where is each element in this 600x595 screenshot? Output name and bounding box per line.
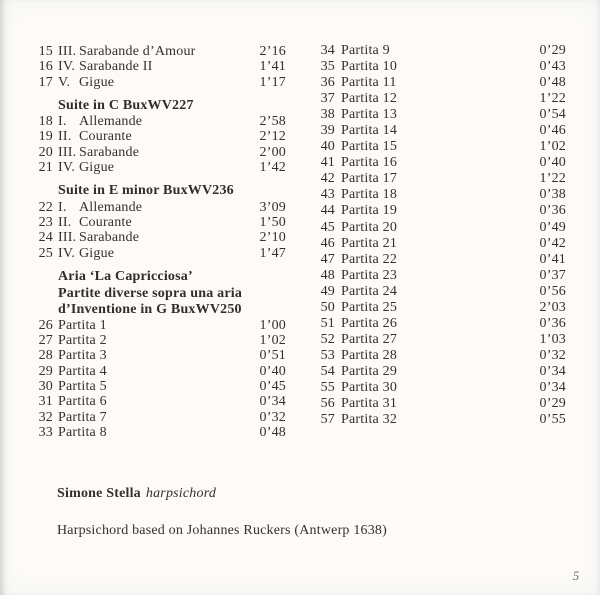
track-row <box>302 348 566 364</box>
track-number: 27 <box>38 333 53 349</box>
track-duration: 0’36 <box>539 203 566 219</box>
track-number: 49 <box>320 283 335 299</box>
track-title-text: Partita 30 <box>341 379 398 395</box>
track-number: 22 <box>38 199 53 215</box>
performer-instrument: harpsichord <box>145 486 217 501</box>
track-row <box>302 139 566 155</box>
track-title-text: Partita 19 <box>341 203 398 219</box>
movement-numeral: III. <box>58 44 77 59</box>
track-row <box>302 75 566 91</box>
track-duration: 1’42 <box>259 160 286 176</box>
track-title <box>58 75 260 90</box>
track-title <box>58 379 260 394</box>
track-number: 32 <box>38 409 53 425</box>
track-row <box>302 396 566 412</box>
track-title <box>341 220 540 236</box>
track-title-text: Partita 1 <box>58 317 107 333</box>
track-row <box>302 91 566 107</box>
track-duration: 0’34 <box>259 394 286 410</box>
track-title <box>58 348 260 363</box>
track-row <box>20 129 286 144</box>
track-title-text: Partita 10 <box>341 59 398 75</box>
track-duration: 0’45 <box>259 378 286 394</box>
track-row <box>302 412 566 428</box>
track-title-text: Partita 11 <box>341 75 397 91</box>
movement-numeral: IV. <box>58 245 76 261</box>
track-duration: 0’38 <box>539 187 566 203</box>
track-row <box>20 410 286 425</box>
track-duration: 1’47 <box>259 245 286 261</box>
track-row <box>20 215 286 230</box>
track-duration: 1’22 <box>539 91 566 107</box>
track-title <box>58 129 260 144</box>
track-duration: 0’46 <box>539 123 566 139</box>
track-row <box>302 380 566 396</box>
track-number: 34 <box>320 43 335 58</box>
track-duration: 0’42 <box>539 235 566 251</box>
track-row <box>302 59 566 75</box>
track-title <box>341 75 540 91</box>
track-number: 56 <box>320 396 335 412</box>
track-duration: 0’40 <box>539 155 566 171</box>
track-title <box>341 300 540 316</box>
track-number: 41 <box>320 155 335 171</box>
track-number: 53 <box>320 347 335 363</box>
instrument-note: Harpsichord based on Johannes Ruckers (Antwerp 1638) <box>57 523 387 538</box>
track-row <box>20 230 286 245</box>
track-title-text: Partita 6 <box>58 394 107 410</box>
track-title-text: Partita 15 <box>341 139 398 155</box>
section-heading: Aria ‘La Capricciosa’ <box>58 268 193 284</box>
track-duration: 0’49 <box>539 219 566 235</box>
track-number: 16 <box>38 59 53 75</box>
track-row <box>20 318 286 333</box>
track-number: 36 <box>320 75 335 91</box>
track-title <box>58 114 260 129</box>
track-duration: 1’02 <box>539 139 566 155</box>
track-row <box>302 332 566 348</box>
track-number: 24 <box>38 230 53 246</box>
track-title <box>341 155 540 171</box>
track-duration: 0’34 <box>539 379 566 395</box>
track-number: 25 <box>38 245 53 261</box>
track-row <box>20 59 286 74</box>
track-number: 31 <box>38 394 53 410</box>
track-title <box>341 171 540 187</box>
track-title-text: Courante <box>79 214 132 230</box>
track-duration: 0’56 <box>539 283 566 299</box>
track-title <box>58 160 260 175</box>
track-row <box>302 220 566 236</box>
track-row <box>20 114 286 129</box>
track-title-text: Gigue <box>79 74 115 90</box>
track-number: 48 <box>320 267 335 283</box>
track-title <box>58 425 260 440</box>
track-title-text: Partita 28 <box>341 347 398 363</box>
section-heading: Suite in E minor BuxWV236 <box>58 183 234 199</box>
track-title <box>58 410 260 425</box>
track-row <box>302 284 566 300</box>
track-row <box>302 171 566 187</box>
track-title <box>341 91 540 107</box>
track-row <box>20 160 286 175</box>
tracklist-left-column <box>20 44 286 440</box>
track-title <box>341 316 540 332</box>
track-title <box>341 187 540 203</box>
track-row <box>20 246 286 261</box>
track-title-text: Courante <box>79 129 132 145</box>
track-title-text: Partita 29 <box>341 363 398 379</box>
track-number: 44 <box>320 203 335 219</box>
movement-numeral: I. <box>58 114 67 130</box>
track-duration: 2’00 <box>259 144 286 160</box>
track-number: 20 <box>38 144 53 160</box>
track-title-text: Partita 21 <box>341 235 398 251</box>
track-number: 46 <box>320 235 335 251</box>
track-title-text: Partita 3 <box>58 348 107 364</box>
track-title-text: Partita 31 <box>341 396 398 412</box>
section-heading: d’Inventione in G BuxWV250 <box>58 302 242 318</box>
track-number: 29 <box>38 363 53 379</box>
tracklist-right-column <box>302 43 566 428</box>
track-title <box>341 412 540 428</box>
track-title-text: Partita 22 <box>341 251 398 267</box>
track-number: 39 <box>320 123 335 139</box>
track-title-text: Partita 23 <box>341 267 398 283</box>
track-title <box>341 123 540 139</box>
track-title-text: Partita 5 <box>58 378 107 394</box>
track-number: 15 <box>38 44 53 59</box>
track-duration: 1’41 <box>259 59 286 75</box>
track-title-text: Partita 26 <box>341 315 398 331</box>
track-title <box>341 107 540 123</box>
track-title-text: Partita 20 <box>341 219 398 235</box>
track-duration: 0’55 <box>539 412 566 428</box>
track-row <box>20 364 286 379</box>
track-title-text: Sarabande <box>79 230 140 246</box>
track-duration: 1’00 <box>259 317 286 333</box>
track-title-text: Partita 18 <box>341 187 398 203</box>
track-title-text: Partita 16 <box>341 155 398 171</box>
track-row <box>302 187 566 203</box>
track-title-text: Partita 12 <box>341 91 398 107</box>
track-number: 18 <box>38 114 53 130</box>
track-duration: 2’58 <box>259 114 286 130</box>
track-row <box>20 44 286 59</box>
track-title <box>58 394 260 409</box>
track-number: 47 <box>320 251 335 267</box>
track-row <box>302 107 566 123</box>
track-row <box>302 300 566 316</box>
track-number: 40 <box>320 139 335 155</box>
track-duration: 0’48 <box>259 424 286 440</box>
movement-numeral: IV. <box>58 59 76 75</box>
track-row <box>302 43 566 59</box>
track-title-text: Partita 17 <box>341 171 398 187</box>
track-title-text: Partita 8 <box>58 424 107 440</box>
track-title <box>341 252 540 268</box>
track-number: 43 <box>320 187 335 203</box>
track-duration: 0’32 <box>259 409 286 425</box>
track-title <box>58 44 260 59</box>
credits-block <box>57 486 387 538</box>
track-row <box>302 203 566 219</box>
track-duration: 3’09 <box>259 199 286 215</box>
track-title-text: Partita 4 <box>58 363 107 379</box>
track-row <box>302 123 566 139</box>
track-title <box>341 364 540 380</box>
track-title-text: Partita 7 <box>58 409 107 425</box>
track-duration: 0’29 <box>539 396 566 412</box>
track-row <box>302 236 566 252</box>
track-duration: 0’43 <box>539 59 566 75</box>
track-duration: 0’32 <box>539 347 566 363</box>
track-duration: 2’12 <box>259 129 286 145</box>
track-duration: 0’34 <box>539 363 566 379</box>
track-title <box>341 284 540 300</box>
track-title-text: Sarabande <box>79 144 140 160</box>
track-number: 38 <box>320 107 335 123</box>
track-number: 37 <box>320 91 335 107</box>
track-title-text: Allemande <box>79 199 143 215</box>
track-duration: 0’37 <box>539 267 566 283</box>
movement-numeral: II. <box>58 129 72 145</box>
movement-numeral: III. <box>58 144 77 160</box>
track-row <box>20 75 286 90</box>
track-duration: 0’40 <box>259 363 286 379</box>
track-title <box>58 246 260 261</box>
movement-numeral: II. <box>58 214 72 230</box>
track-title <box>341 380 540 396</box>
track-number: 35 <box>320 59 335 75</box>
movement-numeral: V. <box>58 74 71 90</box>
track-title <box>58 318 260 333</box>
movement-numeral: IV. <box>58 160 76 176</box>
track-number: 28 <box>38 348 53 364</box>
track-row <box>20 394 286 409</box>
movement-numeral: III. <box>58 230 77 246</box>
track-duration: 0’41 <box>539 251 566 267</box>
track-number: 51 <box>320 315 335 331</box>
track-duration: 0’29 <box>539 43 566 58</box>
track-title-text: Gigue <box>79 160 115 176</box>
track-duration: 0’48 <box>539 75 566 91</box>
track-title <box>58 333 260 348</box>
track-title-text: Partita 27 <box>341 331 398 347</box>
track-title-text: Partita 9 <box>341 43 390 58</box>
track-number: 23 <box>38 214 53 230</box>
track-number: 52 <box>320 331 335 347</box>
track-row <box>20 333 286 348</box>
track-title-text: Allemande <box>79 114 143 130</box>
track-title <box>58 200 260 215</box>
track-number: 33 <box>38 424 53 440</box>
track-number: 50 <box>320 299 335 315</box>
track-title <box>341 348 540 364</box>
track-title <box>58 215 260 230</box>
track-title <box>58 364 260 379</box>
track-duration: 1’02 <box>259 333 286 349</box>
track-row <box>20 425 286 440</box>
track-title <box>341 59 540 75</box>
track-row <box>20 200 286 215</box>
track-title-text: Partita 13 <box>341 107 398 123</box>
track-duration: 0’36 <box>539 315 566 331</box>
track-title-text: Sarabande d’Amour <box>79 44 196 59</box>
track-title-text: Partita 24 <box>341 283 398 299</box>
track-number: 21 <box>38 160 53 176</box>
track-title-text: Partita 32 <box>341 412 398 428</box>
track-title <box>341 236 540 252</box>
track-number: 54 <box>320 363 335 379</box>
track-title <box>341 396 540 412</box>
track-number: 57 <box>320 412 335 428</box>
track-title <box>341 332 540 348</box>
track-row <box>302 316 566 332</box>
track-row <box>302 268 566 284</box>
track-duration: 1’22 <box>539 171 566 187</box>
section-heading: Partite diverse sopra una aria <box>58 285 243 301</box>
track-number: 26 <box>38 317 53 333</box>
track-number: 42 <box>320 171 335 187</box>
track-duration: 2’03 <box>539 299 566 315</box>
track-number: 55 <box>320 379 335 395</box>
track-title-text: Partita 2 <box>58 333 107 349</box>
track-row <box>20 379 286 394</box>
track-title <box>341 139 540 155</box>
performer-line <box>57 486 387 501</box>
movement-numeral: I. <box>58 199 67 215</box>
track-number: 19 <box>38 129 53 145</box>
track-duration: 0’54 <box>539 107 566 123</box>
track-number: 17 <box>38 74 53 90</box>
track-row <box>20 348 286 363</box>
track-duration: 0’51 <box>259 348 286 364</box>
track-title <box>341 268 540 284</box>
track-duration: 2’10 <box>259 230 286 246</box>
track-duration: 2’16 <box>259 44 286 59</box>
track-duration: 1’50 <box>259 214 286 230</box>
track-title-text: Partita 25 <box>341 299 398 315</box>
performer-name: Simone Stella <box>57 486 141 501</box>
track-row <box>20 145 286 160</box>
track-row <box>302 252 566 268</box>
track-title <box>58 145 260 160</box>
track-title <box>58 59 260 74</box>
track-title <box>58 230 260 245</box>
page-number: 5 <box>572 569 580 583</box>
track-title <box>341 43 540 59</box>
track-duration: 1’03 <box>539 331 566 347</box>
track-row <box>302 364 566 380</box>
track-title-text: Gigue <box>79 245 115 261</box>
track-title-text: Sarabande II <box>79 59 153 75</box>
track-duration: 1’17 <box>259 74 286 90</box>
track-title-text: Partita 14 <box>341 123 398 139</box>
track-row <box>302 155 566 171</box>
track-number: 30 <box>38 378 53 394</box>
section-heading: Suite in C BuxWV227 <box>58 97 194 113</box>
track-number: 45 <box>320 219 335 235</box>
track-title <box>341 203 540 219</box>
